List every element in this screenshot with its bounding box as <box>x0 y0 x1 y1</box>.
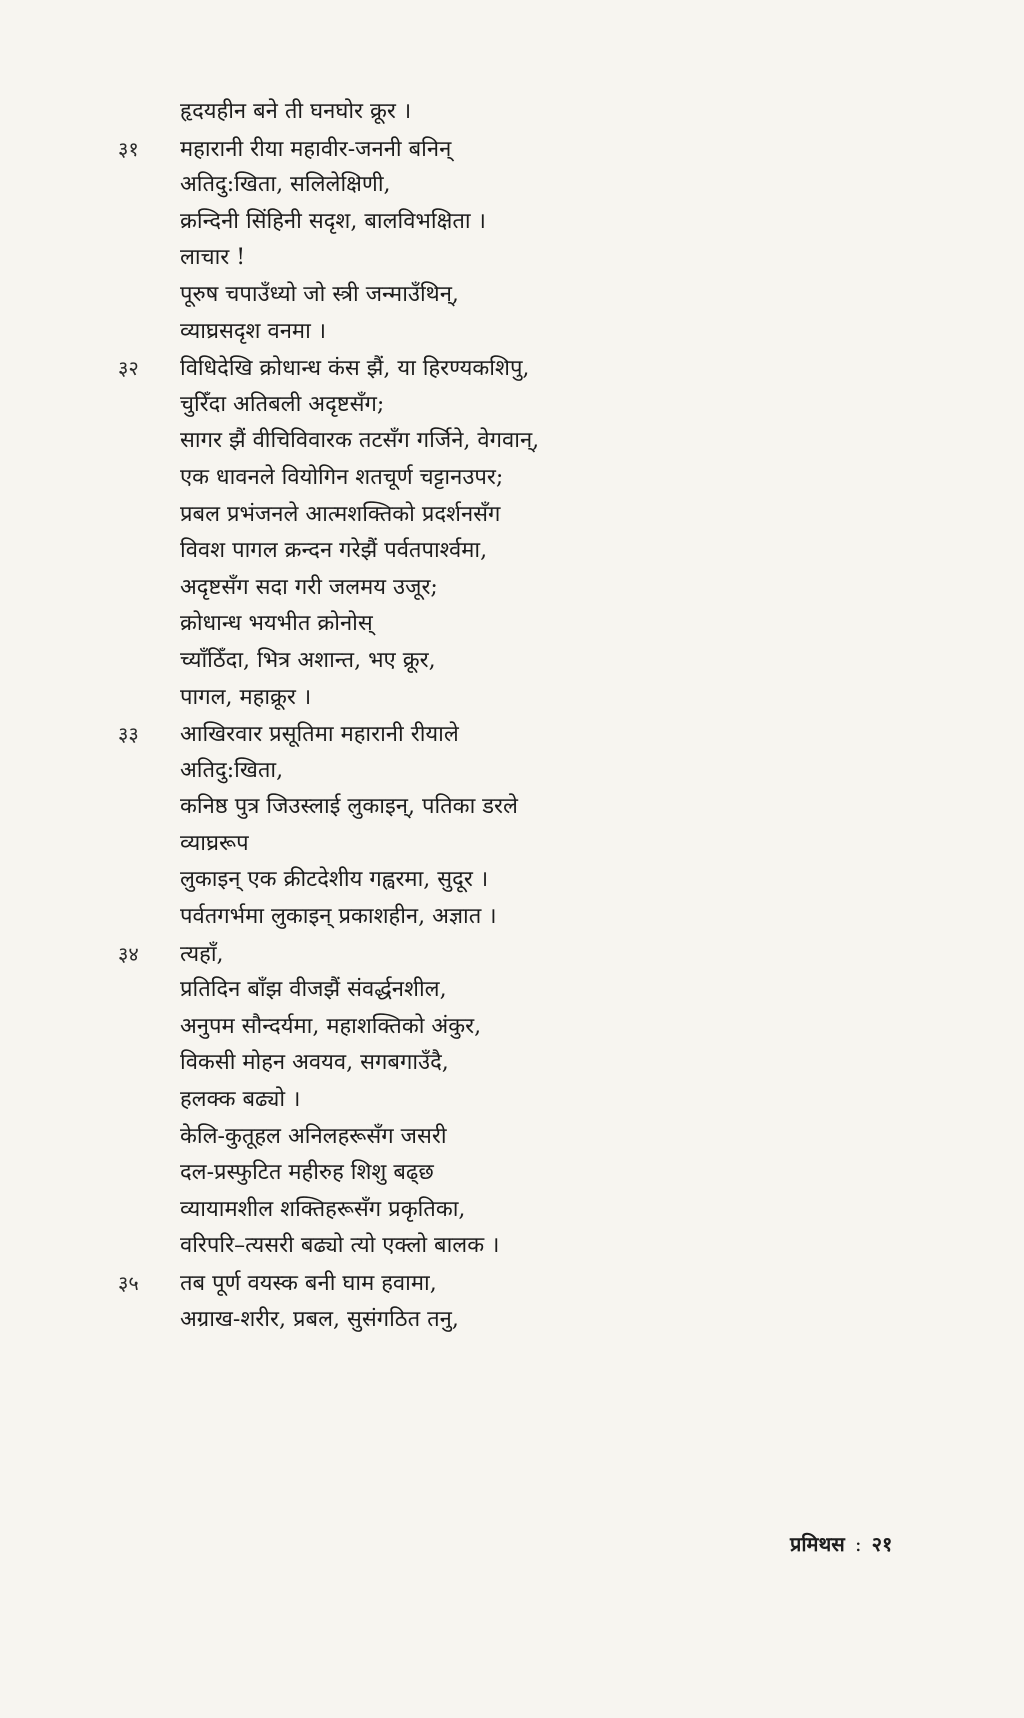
verse-number: ३५ <box>118 1271 139 1295</box>
line-text: एक धावनले वियोगिन शतचूर्ण चट्टानउपर; <box>180 464 504 490</box>
poem-line <box>118 204 938 241</box>
line-text: चुरिँदा अतिबली अदृष्टसँग; <box>180 391 385 417</box>
line-text: पूरुष चपाउँध्यो जो स्त्री जन्माउँथिन्, <box>180 281 459 307</box>
poem-body <box>118 94 938 1338</box>
poem-line <box>118 460 938 497</box>
line-text: अतिदु:खिता, <box>180 757 284 783</box>
poem-line <box>118 1082 938 1119</box>
verse-number: ३२ <box>118 356 139 381</box>
poem-line <box>118 1302 938 1339</box>
line-text: सागर झैं वीचिविवारक तटसँग गर्जिने, वेगवान्, <box>180 428 540 454</box>
poem-line <box>118 716 938 753</box>
verse-number: ३३ <box>118 722 139 747</box>
poem-line <box>118 240 938 277</box>
line-text: कनिष्ठ पुत्र जिउस्लाई लुकाइन्, पतिका डरले <box>180 794 518 820</box>
poem-line <box>118 680 938 717</box>
line-text: पागल, महाक्रूर । <box>180 684 312 710</box>
poem-line <box>118 94 938 131</box>
poem-line <box>118 972 938 1009</box>
poem-line <box>118 826 938 863</box>
line-text: अग्राख-शरीर, प्रबल, सुसंगठित तनु, <box>180 1306 459 1332</box>
line-text: क्रोधान्ध भयभीत क्रोनोस् <box>180 611 373 637</box>
poem-line <box>118 1155 938 1192</box>
line-text: अनुपम सौन्दर्यमा, महाशक्तिको अंकुर, <box>180 1013 482 1039</box>
line-text: प्रतिदिन बाँझ वीजझैं संवर्द्धनशील, <box>180 977 447 1003</box>
poem-line <box>118 277 938 314</box>
line-text: लुकाइन् एक क्रीटदेशीय गह्वरमा, सुदूर । <box>180 867 489 893</box>
verse-number: ३१ <box>118 136 139 161</box>
line-text: व्याघ्रसदृश वनमा । <box>180 318 327 344</box>
poem-line <box>118 789 938 826</box>
line-text: हृदयहीन बने ती घनघोर क्रूर । <box>180 99 412 124</box>
line-text: पर्वतगर्भमा लुकाइन् प्रकाशहीन, अज्ञात । <box>180 904 497 930</box>
poem-line <box>118 423 938 460</box>
poem-line <box>118 936 938 973</box>
line-text: विकसी मोहन अवयव, सगबगाउँदै, <box>180 1050 449 1076</box>
line-text: त्यहाँ, <box>180 941 224 967</box>
poem-line <box>118 167 938 204</box>
footer-separator: : <box>854 1532 862 1556</box>
poem-line <box>118 350 938 387</box>
line-text: अदृष्टसँग सदा गरी जलमय उजूर; <box>180 574 438 600</box>
line-text: विवश पागल क्रन्दन गरेझैं पर्वतपार्श्वमा, <box>180 538 488 564</box>
line-text: लाचार ! <box>180 245 246 271</box>
line-text: क्रन्दिनी सिंहिनी सदृश, बालविभक्षिता । <box>180 208 486 234</box>
line-text: वरिपरि–त्यसरी बढ्यो त्यो एक्लो बालक । <box>180 1233 500 1259</box>
line-text: व्यायामशील शक्तिहरूसँग प्रकृतिका, <box>180 1196 466 1222</box>
poem-line <box>118 862 938 899</box>
poem-line <box>118 497 938 534</box>
poem-line <box>118 606 938 643</box>
poem-line <box>118 1265 938 1302</box>
poem-line <box>118 1228 938 1265</box>
line-text: व्याघ्ररूप <box>180 830 249 856</box>
line-text: च्याँठिँदा, भित्र अशान्त, भए क्रूर, <box>180 647 436 673</box>
poem-line <box>118 899 938 936</box>
page-number: २१ <box>871 1532 893 1556</box>
poem-line <box>118 1045 938 1082</box>
poem-line <box>118 1119 938 1156</box>
line-text: अतिदु:खिता, सलिलेक्षिणी, <box>180 172 391 198</box>
poem-line <box>118 1009 938 1046</box>
line-text: महारानी रीया महावीर-जननी बनिन् <box>180 136 452 162</box>
page-footer <box>790 1530 892 1557</box>
poem-line <box>118 753 938 790</box>
line-text: दल-प्रस्फुटित महीरुह शिशु बढ्छ <box>180 1160 434 1186</box>
line-text: आखिरवार प्रसूतिमा महारानी रीयाले <box>180 722 459 748</box>
line-text: हलक्क बढ्यो । <box>180 1087 301 1113</box>
line-text: केलि-कुतूहल अनिलहरूसँग जसरी <box>180 1123 447 1149</box>
verse-number: ३४ <box>118 941 139 966</box>
line-text: तब पूर्ण वयस्क बनी घाम हवामा, <box>180 1271 437 1296</box>
book-title: प्रमिथस <box>790 1532 845 1556</box>
line-text: विधिदेखि क्रोधान्ध कंस झैं, या हिरण्यकशिपु, <box>180 356 530 382</box>
poem-line <box>118 1192 938 1229</box>
line-text: प्रबल प्रभंजनले आत्मशक्तिको प्रदर्शनसँग <box>180 501 501 527</box>
poem-line <box>118 131 938 168</box>
poem-line <box>118 387 938 424</box>
poem-line <box>118 570 938 607</box>
poem-line <box>118 314 938 351</box>
poem-line <box>118 533 938 570</box>
poem-line <box>118 643 938 680</box>
